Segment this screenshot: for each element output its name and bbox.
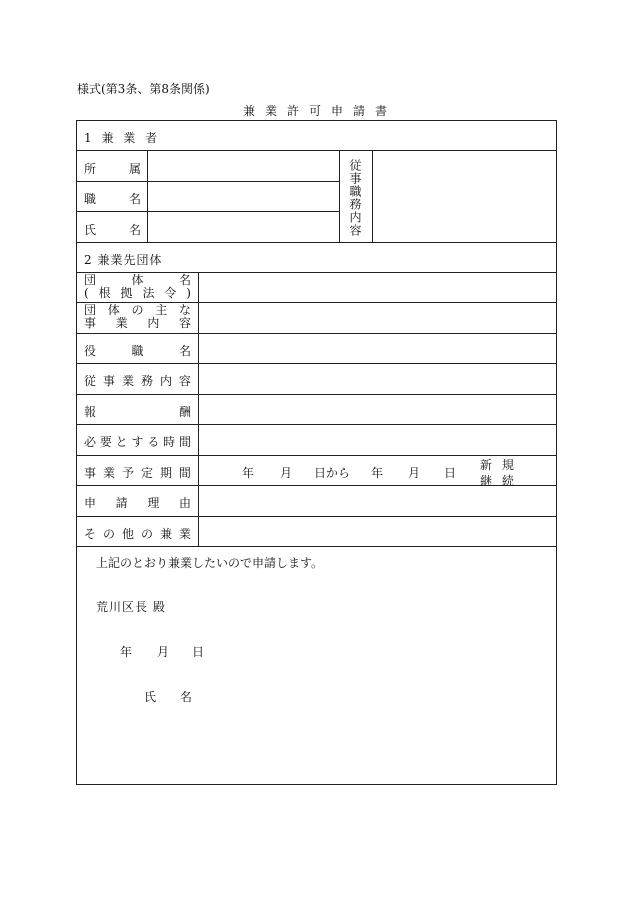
field-label-job-title: 職 名 — [84, 192, 141, 206]
section2-heading: 2 兼業先団体 — [84, 253, 163, 267]
period-start-month: 月 — [280, 466, 293, 480]
continue-option[interactable]: 継 続 — [480, 474, 517, 488]
label-work-content: 従 事 業 務 内 容 — [84, 374, 191, 388]
divider — [198, 272, 199, 546]
addressee: 荒川区長 殿 — [96, 600, 166, 614]
divider — [77, 242, 556, 243]
label-position: 役 職 名 — [84, 344, 191, 358]
date-day: 日 — [192, 645, 205, 659]
field-label-name: 氏 名 — [84, 223, 141, 237]
period-start-year: 年 — [242, 466, 255, 480]
period-end-day: 日 — [444, 466, 457, 480]
divider — [147, 150, 148, 242]
form-title: 兼業許可申請書 — [242, 104, 397, 118]
label-main-business-line2: 事 業 内 容 — [84, 316, 191, 330]
divider — [77, 363, 556, 364]
divider — [77, 333, 556, 334]
declaration-statement: 上記のとおり兼業したいので申請します。 — [96, 556, 324, 570]
period-start-day: 日から — [314, 466, 351, 480]
divider — [77, 272, 556, 273]
divider — [339, 150, 340, 242]
date-year: 年 — [120, 645, 133, 659]
label-scheduled-period: 事 業 予 定 期 間 — [84, 466, 191, 480]
new-option[interactable]: 新 規 — [480, 458, 517, 472]
divider — [77, 150, 556, 151]
divider — [77, 546, 556, 547]
application-form-frame — [76, 120, 557, 785]
date-month: 月 — [157, 645, 170, 659]
divider — [77, 181, 339, 182]
divider — [77, 302, 556, 303]
form-reference: 様式(第3条、第8条関係) — [77, 82, 210, 96]
divider — [77, 424, 556, 425]
label-other-side-jobs: そ の 他 の 兼 業 — [84, 527, 191, 541]
divider — [77, 394, 556, 395]
label-organization-name: 団 体 名 — [84, 273, 191, 287]
label-required-time: 必 要 と す る 時 間 — [84, 435, 191, 449]
field-label-affiliation: 所 属 — [84, 162, 141, 176]
label-compensation: 報 酬 — [84, 405, 191, 419]
period-end-month: 月 — [408, 466, 421, 480]
applicant-name-label: 氏 名 — [144, 690, 202, 704]
label-legal-basis: ( 根 拠 法 令 ) — [84, 286, 191, 300]
period-end-year: 年 — [371, 466, 384, 480]
label-application-reason: 申 請 理 由 — [84, 496, 191, 510]
label-main-business-line1: 団 体 の 主 な — [84, 303, 191, 317]
divider — [77, 516, 556, 517]
duty-content-label: 従事職務内容 — [348, 159, 362, 237]
divider — [372, 150, 373, 242]
section1-heading: 1 兼 業 者 — [84, 131, 161, 145]
divider — [77, 211, 339, 212]
